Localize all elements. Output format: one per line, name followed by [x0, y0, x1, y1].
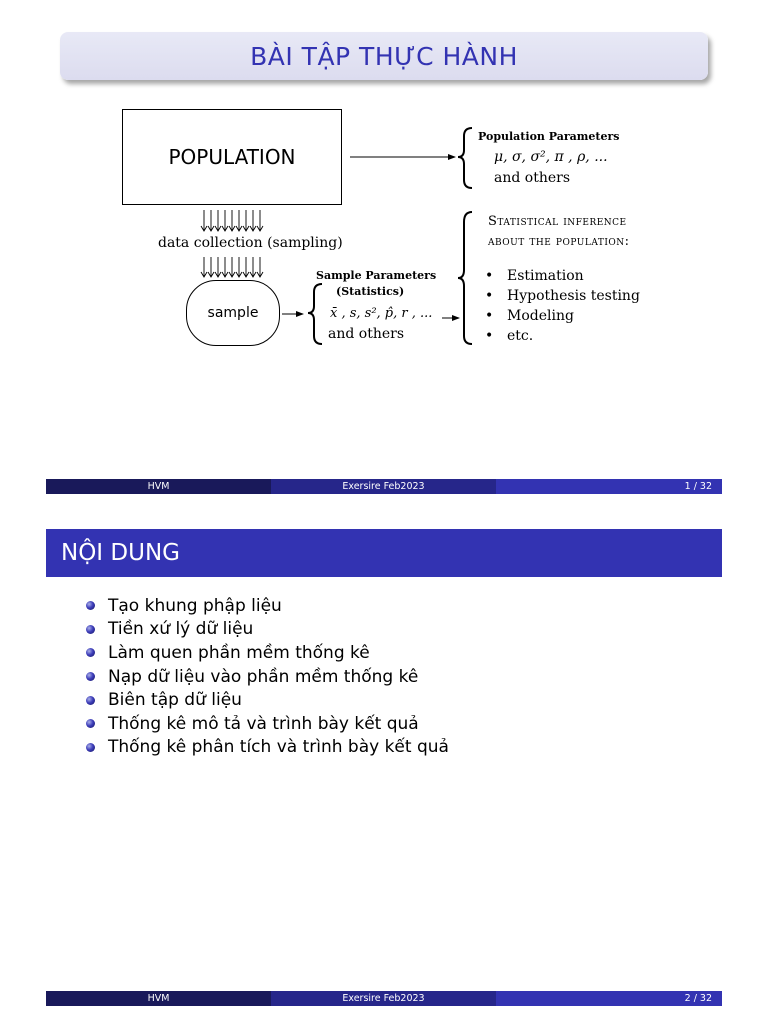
- list-item: Thống kê mô tả và trình bày kết quả: [86, 712, 449, 736]
- list-item: Nạp dữ liệu vào phần mềm thống kê: [86, 665, 449, 689]
- population-parameters-symbols: μ, σ, σ², π , ρ, ...: [494, 149, 608, 165]
- list-item: Tiền xứ lý dữ liệu: [86, 618, 449, 642]
- bullet-icon: [86, 601, 95, 610]
- population-parameters-heading: Population Parameters: [478, 130, 620, 143]
- slide-title: BÀI TẬP THỰC HÀNH: [250, 41, 518, 71]
- bullet-icon: [86, 672, 95, 681]
- sample-parameters-others: and others: [328, 326, 405, 342]
- inference-list: [485, 266, 640, 346]
- footer-bar: [46, 479, 722, 494]
- inference-item: • Estimation: [485, 268, 584, 284]
- data-collection-label: data collection (sampling): [158, 235, 343, 251]
- sampling-arrows-bottom: [201, 257, 263, 277]
- inference-heading-line1: Statistical inference: [488, 214, 627, 229]
- list-item: Làm quen phần mềm thống kê: [86, 641, 449, 665]
- bullet-icon: [86, 648, 95, 657]
- sample-label: sample: [207, 305, 259, 321]
- footer-page: 1 / 32: [496, 479, 722, 494]
- brace-inference: [458, 212, 472, 344]
- sampling-arrows-top: [201, 210, 263, 231]
- footer-author: HVM: [46, 991, 271, 1006]
- bullet-icon: [86, 696, 95, 705]
- brace-population-parameters: [458, 128, 472, 188]
- brace-sample-parameters: [308, 284, 322, 344]
- sample-parameters-subheading: (Statistics): [336, 285, 405, 298]
- bullet-icon: [86, 719, 95, 728]
- footer-author: HVM: [46, 479, 271, 494]
- slide-2: [0, 512, 768, 1024]
- sample-oval: [186, 280, 280, 346]
- footer-title: Exersire Feb2023: [271, 991, 496, 1006]
- sample-parameters-heading: Sample Parameters: [316, 269, 437, 282]
- inference-item: • Hypothesis testing: [485, 288, 640, 304]
- inference-heading-line2: about the population:: [488, 234, 630, 249]
- bullet-icon: [86, 743, 95, 752]
- footer-bar: [46, 991, 722, 1006]
- content-list: [86, 594, 449, 759]
- list-item: Biên tập dữ liệu: [86, 688, 449, 712]
- slide-title: NỘI DUNG: [61, 540, 180, 566]
- population-label: POPULATION: [168, 145, 296, 169]
- footer-page: 2 / 32: [496, 991, 722, 1006]
- bullet-icon: [86, 625, 95, 634]
- inference-item: • Modeling: [485, 308, 574, 324]
- slide-header: [46, 529, 722, 577]
- sample-parameters-symbols: x̄ , s, s², p̂, r , ...: [330, 306, 433, 321]
- footer-title: Exersire Feb2023: [271, 479, 496, 494]
- list-item: Tạo khung phập liệu: [86, 594, 449, 618]
- population-parameters-others: and others: [494, 170, 571, 186]
- population-box: [122, 109, 342, 205]
- list-item: Thống kê phân tích và trình bày kết quả: [86, 736, 449, 760]
- inference-item: • etc.: [485, 328, 534, 344]
